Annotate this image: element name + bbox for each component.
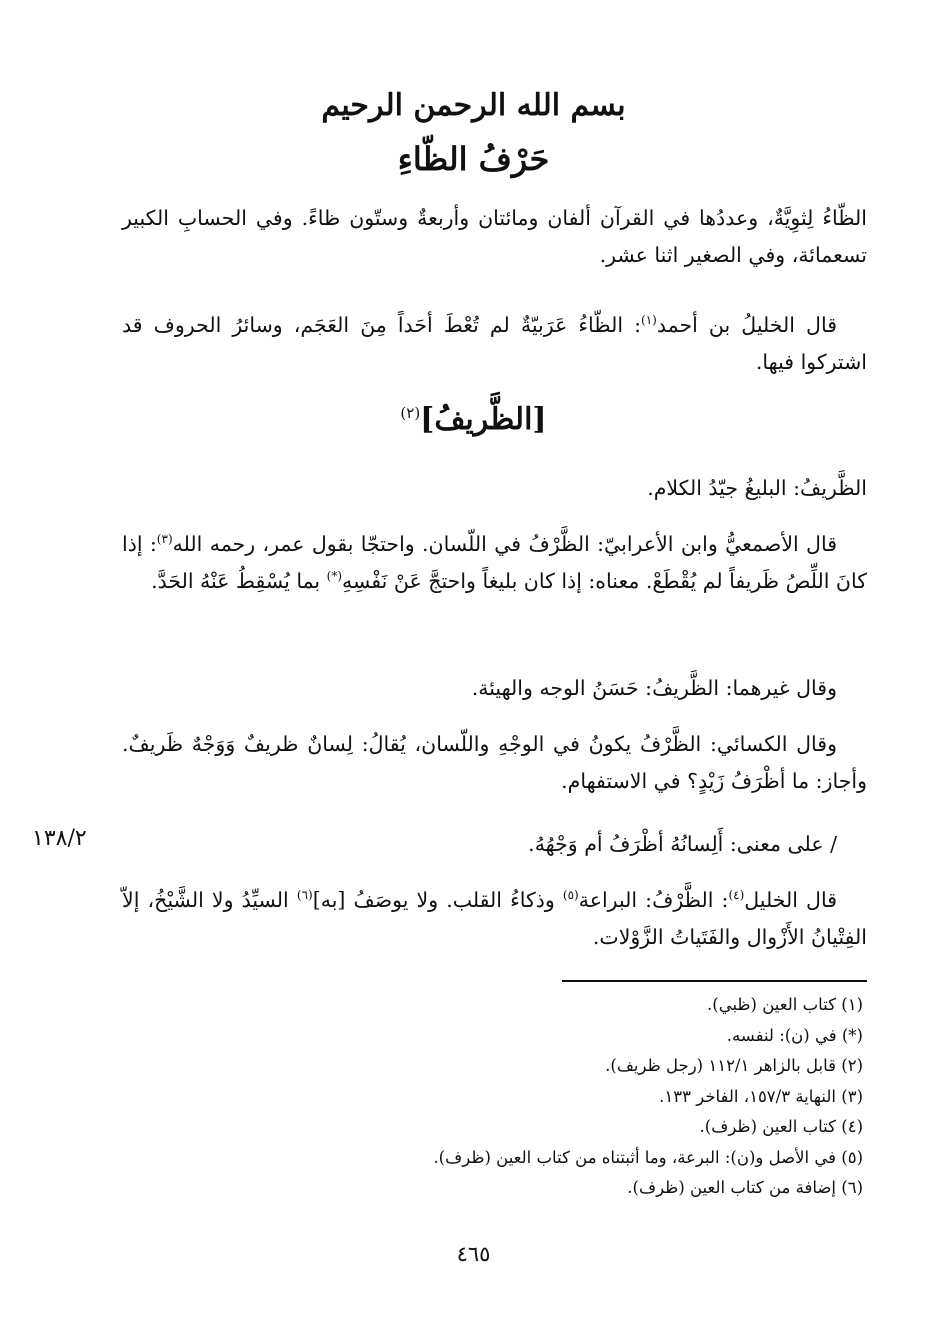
text-span: : إذا كانَ اللِّصُ ظَريفاً لم يُقْطَعْ. معناه: إذا كان بليغاً واحتجَّ عَنْ نَفْسِهِ <box>122 532 867 593</box>
body-paragraph-4: وقال الكسائي: الظَّرْفُ يكونُ في الوجْهِ واللّسان، يُقالُ: لِسانٌ ظريفٌ وَوَجْهٌ ظَريفٌ. وأجاز: ما أظْرَفُ زَيْدٍ؟ في الاستفهام. <box>122 732 867 793</box>
chapter-title: حَرْفُ الظّاءِ <box>397 140 550 178</box>
body-paragraph-5: / على معنى: أَلِسانُهُ أظْرَفُ أم وَجْهُهُ. <box>528 832 837 856</box>
section-heading <box>0 402 947 437</box>
footnotes <box>300 990 863 1204</box>
body-paragraph-6 <box>122 882 867 956</box>
text-span: : الظَّرْفُ: البراعة <box>578 888 729 912</box>
footnote-ref: (١) <box>641 313 657 328</box>
text-span: وذكاءُ القلب. ولا يوصَفُ [به] <box>312 888 563 912</box>
footnote-ref: (*) <box>326 569 343 584</box>
footnote-4: (٤) كتاب العين (ظرف). <box>699 1117 863 1136</box>
footnote-ref: (٤) <box>728 888 745 903</box>
body-paragraph-1: الظَّريفُ: البليغُ جيّدُ الكلام. <box>647 476 867 500</box>
footnote-2: (٢) قابل بالزاهر ١١٢/١ (رجل ظريف). <box>605 1056 863 1075</box>
page-number: ٤٦٥ <box>456 1242 491 1266</box>
footnote-6: (٦) إضافة من كتاب العين (ظرف). <box>627 1178 863 1197</box>
text-span: السيِّدُ ولا الشَّيْخُ، إلاّ الفِتْيانُ الأَزْوال والفَتَياتُ الزَّوْلات. <box>122 888 867 949</box>
footnote-ref: (٣) <box>156 532 173 547</box>
intro-paragraph-1: الظّاءُ لِثوِيَّةٌ، وعددُها في القرآن ألفان ومائتان وأربعةٌ وستّون ظاءً. وفي الحسابِ الكبير تسعمائة، وفي الصغير اثنا عشر. <box>122 206 867 267</box>
footnote-divider <box>562 980 867 982</box>
footnote-5: (٥) في الأصل و(ن): البرعة، وما أثبتناه من كتاب العين (ظرف). <box>433 1147 863 1167</box>
footnote-ref: (٢) <box>400 404 421 422</box>
margin-reference: ١٣٨/٢ <box>32 826 87 851</box>
footnote-ref: (٦) <box>296 888 313 903</box>
footnote-3: (٣) النهاية ١٥٧/٣، الفاخر ١٣٣. <box>659 1086 863 1106</box>
body-paragraph-3: وقال غيرهما: الظَّريفُ: حَسَنُ الوجه والهيئة. <box>471 676 837 700</box>
footnote-star: (*) في (ن): لنفسه. <box>726 1025 863 1045</box>
text-span: بما يُسْقِطُ عَنْهُ الحَدَّ. <box>151 569 327 593</box>
footnote-ref: (٥) <box>562 888 579 903</box>
text-span: : الظّاءُ عَرَبيّةٌ لم تُعْطَ أحَداً مِنَ العَجَم، وسائرُ الحروف قد اشتركوا فيها. <box>122 313 867 374</box>
text-span: قال الخليلُ بن أحمد <box>656 313 837 337</box>
text-span: قال الخليل <box>744 888 837 912</box>
intro-paragraph-2 <box>122 307 867 381</box>
basmala: بسم الله الرحمن الرحيم <box>321 88 626 123</box>
footnote-1: (١) كتاب العين (ظبي). <box>707 995 863 1014</box>
section-title: [الظَّريفُ] <box>420 402 547 437</box>
text-span: قال الأصمعيُّ وابن الأعرابيّ: الظَّرْفُ في اللّسان. واحتجّا بقول عمر، رحمه الله <box>172 532 837 556</box>
body-paragraph-2 <box>122 526 867 600</box>
